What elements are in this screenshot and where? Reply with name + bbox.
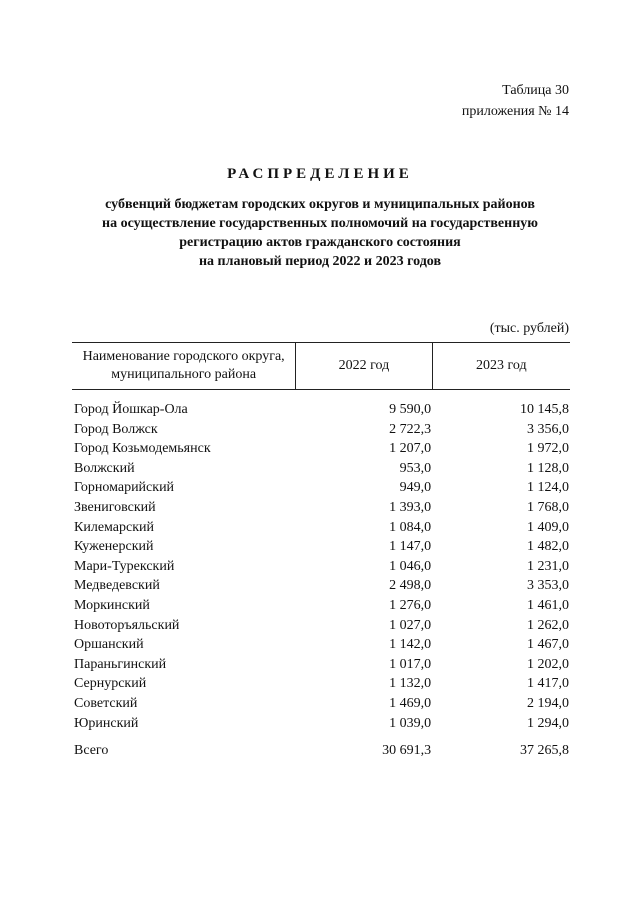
row-2022-cell: 1 027,0	[389, 617, 432, 633]
row-name-cell: Моркинский	[74, 597, 150, 613]
row-2022-cell: 1 393,0	[389, 499, 432, 515]
row-name-cell: Город Волжск	[74, 421, 158, 437]
row-name-cell: Волжский	[74, 460, 135, 476]
row-2022-cell: 1 147,0	[389, 539, 432, 555]
column-header-name: Наименование городского округа, муниципального района	[72, 343, 296, 390]
row-2023-cell: 1 768,0	[527, 499, 569, 515]
row-name-cell: Оршанский	[74, 637, 144, 653]
row-2022-cell: 2 722,3	[389, 421, 432, 437]
table-row	[72, 478, 570, 498]
row-2022-cell: 1 039,0	[389, 715, 432, 731]
table-row	[72, 557, 570, 577]
row-2022-cell: 9 590,0	[389, 402, 432, 417]
table-number: Таблица 30	[502, 83, 569, 98]
row-2023-cell: 1 294,0	[527, 715, 569, 731]
subtitle-line: на плановый период 2022 и 2023 годов	[198, 254, 442, 269]
row-2023-cell: 1 461,0	[527, 597, 569, 613]
row-2023-cell: 3 353,0	[527, 578, 569, 594]
subtitle-line: на осуществление государственных полномочий на государственную	[102, 216, 538, 231]
row-name-cell: Звениговский	[74, 499, 156, 515]
row-2022-cell: 1 207,0	[389, 441, 432, 457]
row-name-cell: Горномарийский	[74, 480, 175, 496]
table-row	[72, 694, 570, 714]
appendix-number: приложения № 14	[461, 104, 569, 119]
table-row	[72, 459, 570, 479]
column-header-2022: 2022 год	[296, 343, 432, 390]
row-2023-cell: 1 262,0	[527, 617, 569, 633]
table-header-row	[72, 343, 570, 390]
row-2022-cell: 1 084,0	[389, 519, 432, 535]
row-name-cell: Город Йошкар-Ола	[74, 402, 188, 417]
subtitle-line: субвенций бюджетам городских округов и муниципальных районов	[105, 197, 535, 212]
row-name-cell: Всего	[74, 743, 109, 759]
row-name-cell: Сернурский	[74, 676, 147, 692]
table-row	[72, 635, 570, 655]
row-2022-cell: 953,0	[399, 460, 432, 476]
row-2023-cell: 1 417,0	[527, 676, 569, 692]
table-row	[72, 616, 570, 636]
document-heading	[60, 166, 580, 271]
row-2022-cell: 1 142,0	[389, 637, 432, 653]
row-2022-cell: 1 017,0	[389, 656, 432, 672]
row-2023-cell: 1 972,0	[527, 441, 569, 457]
row-2022-cell: 1 276,0	[389, 597, 432, 613]
table-body	[72, 390, 570, 761]
table-row	[72, 576, 570, 596]
row-2022-cell: 30 691,3	[382, 743, 432, 759]
table-row	[72, 439, 570, 459]
document-title: РАСПРЕДЕЛЕНИЕ	[227, 166, 413, 182]
subtitle-line: регистрацию актов гражданского состояния	[179, 235, 461, 250]
row-name-cell: Советский	[74, 695, 138, 711]
table-row	[72, 498, 570, 518]
table-spacer	[72, 390, 570, 401]
row-name-cell: Мари-Турекский	[74, 558, 175, 574]
table-row	[72, 420, 570, 440]
row-2022-cell: 1 132,0	[389, 676, 432, 692]
row-name-cell: Город Козьмодемьянск	[74, 441, 211, 457]
table-total-row	[72, 733, 570, 761]
table-row	[72, 596, 570, 616]
table-row	[72, 674, 570, 694]
row-2022-cell: 1 046,0	[389, 558, 432, 574]
row-2022-cell: 1 469,0	[389, 695, 432, 711]
table-reference	[462, 80, 569, 122]
row-name-cell: Юринский	[74, 715, 139, 731]
row-2023-cell: 1 409,0	[527, 519, 569, 535]
row-name-cell: Килемарский	[74, 519, 155, 535]
row-name-cell: Куженерский	[74, 539, 154, 555]
table-row	[72, 537, 570, 557]
units-label: (тыс. рублей)	[489, 321, 569, 336]
row-2023-cell: 1 202,0	[527, 656, 569, 672]
table-row	[72, 518, 570, 538]
document-subtitle	[60, 195, 580, 271]
table-row	[72, 655, 570, 675]
row-2023-cell: 1 124,0	[527, 480, 569, 496]
row-2023-cell: 1 467,0	[527, 637, 569, 653]
row-name-cell: Медведевский	[74, 578, 160, 594]
distribution-table	[72, 342, 570, 761]
table-row	[72, 714, 570, 734]
column-header-2023: 2023 год	[432, 343, 570, 390]
row-2023-cell: 37 265,8	[520, 743, 569, 759]
row-2023-cell: 10 145,8	[520, 402, 569, 417]
table-row	[72, 400, 570, 420]
row-2023-cell: 2 194,0	[527, 695, 569, 711]
row-2022-cell: 2 498,0	[389, 578, 432, 594]
row-2023-cell: 3 356,0	[527, 421, 569, 437]
row-name-cell: Новоторъяльский	[74, 617, 180, 633]
row-2023-cell: 1 482,0	[527, 539, 569, 555]
row-name-cell: Параньгинский	[74, 656, 167, 672]
row-2023-cell: 1 128,0	[527, 460, 569, 476]
row-2022-cell: 949,0	[399, 480, 432, 496]
row-2023-cell: 1 231,0	[527, 558, 569, 574]
